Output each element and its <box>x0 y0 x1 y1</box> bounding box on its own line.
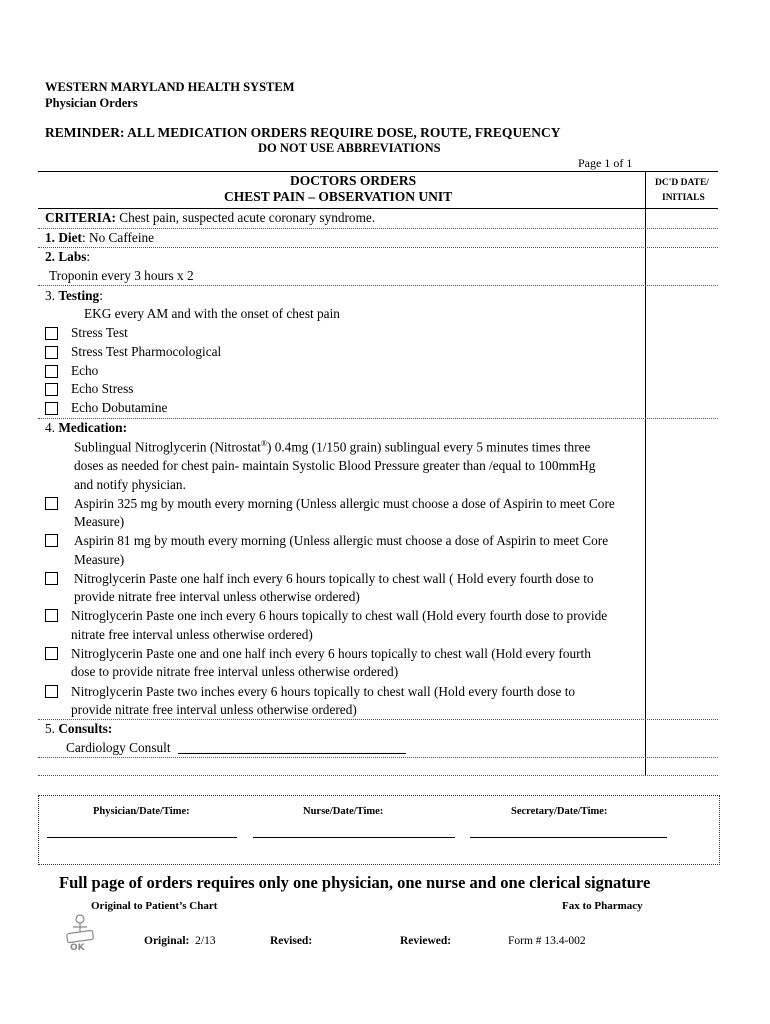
ntg-sublingual-line3: and notify physician. <box>74 477 186 492</box>
echo-dobutamine-label: Echo Dobutamine <box>71 400 168 415</box>
aspirin-325-checkbox[interactable] <box>45 497 58 510</box>
ntg-paste-half-line2: provide nitrate free interval unless otherwise ordered) <box>74 589 360 604</box>
testing-text: : <box>99 288 103 303</box>
medication-line <box>45 420 127 436</box>
secretary-label: Secretary/Date/Time: <box>511 806 608 817</box>
page-number: Page 1 of 1 <box>578 156 633 170</box>
org-name: WESTERN MARYLAND HEALTH SYSTEM <box>45 80 295 94</box>
row-divider <box>38 285 718 286</box>
ntg-paste-one-half-line2: dose to provide nitrate free interval unless otherwise ordered) <box>71 664 399 679</box>
labs-label: Labs <box>58 249 87 264</box>
diet-label: Diet <box>58 230 82 245</box>
physician-label: Physician/Date/Time: <box>93 806 190 817</box>
ntg-paste-two-line1: Nitroglycerin Paste two inches every 6 hours topically to chest wall (Hold every fourth dose to <box>71 684 576 699</box>
diet-line: 1. Diet: No Caffeine <box>45 230 155 245</box>
testing-label: Testing <box>58 288 100 303</box>
original-label: Original: <box>144 935 190 947</box>
registered-mark: ® <box>260 439 267 448</box>
form-subtitle: Physician Orders <box>45 96 138 110</box>
diet-num: 1 <box>45 230 52 245</box>
labs-text: : <box>86 249 91 264</box>
consults-num: 5. <box>45 721 55 736</box>
stress-test-pharm-label: Stress Test Pharmocological <box>71 344 222 359</box>
nurse-signature-line[interactable] <box>253 837 455 838</box>
row-divider <box>38 775 718 776</box>
table-top-rule <box>38 171 718 172</box>
criteria-label: CRITERIA: <box>45 210 116 225</box>
reviewed-label: Reviewed: <box>400 935 452 947</box>
labs-line: 2. Labs: <box>45 249 91 264</box>
physician-signature-line[interactable] <box>47 837 237 838</box>
diet-text: : No Caffeine <box>81 230 155 245</box>
stress-test-pharm-checkbox[interactable] <box>45 346 58 359</box>
aspirin-81-line2: Measure) <box>74 552 125 567</box>
echo-checkbox[interactable] <box>45 365 58 378</box>
criteria-text: Chest pain, suspected acute coronary syndrome. <box>115 210 376 225</box>
troponin-order: Troponin every 3 hours x 2 <box>49 268 194 283</box>
cardiology-consult-label: Cardiology Consult <box>66 740 171 755</box>
labs-num: 2 <box>45 249 52 264</box>
consults-line <box>45 721 112 737</box>
medication-num: 4. <box>45 420 55 435</box>
ekg-order: EKG every AM and with the onset of chest pain <box>84 306 340 321</box>
revised-label: Revised: <box>270 935 313 947</box>
ntg-sublingual-line2: doses as needed for chest pain- maintain Systolic Blood Pressure greater than /equal to 100mmHg <box>74 458 596 473</box>
stress-test-label: Stress Test <box>71 325 128 340</box>
ntg-paste-one-half-line1: Nitroglycerin Paste one and one half inch every 6 hours topically to chest wall (Hold every fourth <box>71 646 591 661</box>
ntg-paste-one-line2: nitrate free interval unless otherwise ordered) <box>71 627 313 642</box>
dc-date-header: DC'D DATE/ <box>655 178 709 188</box>
nurse-label: Nurse/Date/Time: <box>303 806 384 817</box>
title-rule <box>38 208 718 209</box>
order-set-title: CHEST PAIN – OBSERVATION UNIT <box>224 189 453 204</box>
row-divider <box>38 228 718 229</box>
form-number: Form # 13.4-002 <box>508 935 586 947</box>
echo-stress-checkbox[interactable] <box>45 383 58 396</box>
row-divider <box>38 418 718 419</box>
consults-label: Consults: <box>58 721 113 736</box>
row-divider <box>38 719 718 720</box>
full-page-notice: Full page of orders requires only one physician, one nurse and one clerical signature <box>59 873 651 892</box>
aspirin-81-line1: Aspirin 81 mg by mouth every morning (Unless allergic must choose a dose of Aspirin to meet Core <box>74 533 609 548</box>
reminder-text: REMINDER: ALL MEDICATION ORDERS REQUIRE DOSE, ROUTE, FREQUENCY <box>45 125 561 140</box>
ntg-text-a: Sublingual Nitroglycerin (Nitrostat <box>74 439 261 455</box>
ntg-sublingual-line1 <box>74 439 590 455</box>
testing-num: 3. <box>45 288 55 303</box>
criteria-line <box>45 210 375 226</box>
row-divider <box>38 757 718 758</box>
echo-dobutamine-checkbox[interactable] <box>45 402 58 415</box>
stress-test-checkbox[interactable] <box>45 327 58 340</box>
echo-stress-label: Echo Stress <box>71 381 134 396</box>
ntg-paste-half-checkbox[interactable] <box>45 572 58 585</box>
aspirin-325-line2: Measure) <box>74 514 125 529</box>
testing-line <box>45 288 103 304</box>
doctors-orders-title: DOCTORS ORDERS <box>290 173 417 188</box>
row-divider <box>38 247 718 248</box>
initials-header: INITIALS <box>662 193 705 203</box>
secretary-signature-line[interactable] <box>470 837 667 838</box>
ok-stamp-icon <box>58 910 102 952</box>
ntg-text-b: ) 0.4mg (1/150 grain) sublingual every 5 minutes times three <box>266 439 591 455</box>
cardiology-consult-line[interactable] <box>178 753 406 754</box>
ntg-paste-half-line1: Nitroglycerin Paste one half inch every 6 hours topically to chest wall ( Hold every fourth dose to <box>74 571 594 586</box>
echo-label: Echo <box>71 363 99 378</box>
original-date <box>144 935 216 947</box>
ntg-paste-one-line1: Nitroglycerin Paste one inch every 6 hours topically to chest wall (Hold every fourth dose to provide <box>71 608 608 623</box>
ntg-paste-one-checkbox[interactable] <box>45 609 58 622</box>
dc-column-divider <box>645 171 646 775</box>
no-abbreviations-text: DO NOT USE ABBREVIATIONS <box>258 141 441 155</box>
original-to-chart: Original to Patient’s Chart <box>91 900 218 912</box>
ntg-paste-two-line2: provide nitrate free interval unless otherwise ordered) <box>71 702 357 717</box>
medication-label: Medication: <box>58 420 127 435</box>
fax-to-pharmacy: Fax to Pharmacy <box>562 900 643 912</box>
ntg-paste-two-checkbox[interactable] <box>45 685 58 698</box>
stamp-ok-text: OK <box>70 943 85 952</box>
aspirin-325-line1: Aspirin 325 mg by mouth every morning (Unless allergic must choose a dose of Aspirin to meet Core <box>74 496 615 511</box>
aspirin-81-checkbox[interactable] <box>45 534 58 547</box>
ntg-paste-one-half-checkbox[interactable] <box>45 647 58 660</box>
original-value: 2/13 <box>195 935 216 947</box>
